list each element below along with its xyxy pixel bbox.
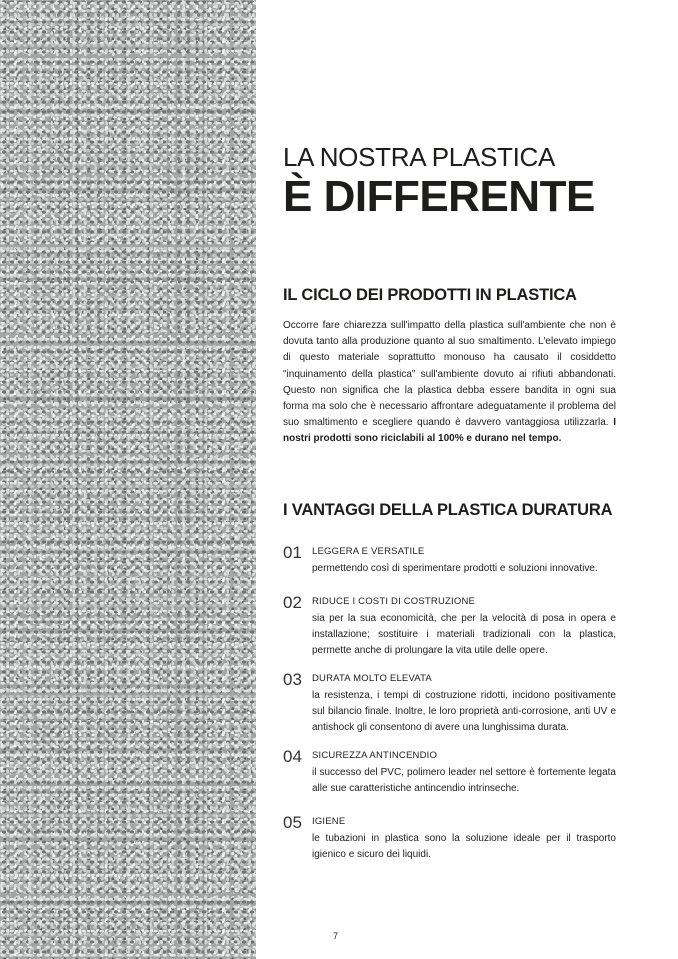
section-heading-cycle: IL CICLO DEI PRODOTTI IN PLASTICA [283,286,577,304]
advantage-number: 01 [283,543,302,562]
advantage-title: SICUREZZA ANTINCENDIO [312,750,438,761]
advantage-number: 03 [283,670,302,689]
page-title-line-2: È DIFFERENTE [283,172,595,221]
advantage-description: sia per la sua economicità, che per la velocità di posa in opera e installazione; sostituire i materiali tradizionali con la plastica, permette anche di prolungare la vita utile delle opere. [312,613,616,657]
advantage-title: RIDUCE I COSTI DI COSTRUZIONE [312,596,476,607]
advantage-title: IGIENE [312,816,346,827]
advantage-number: 04 [283,747,302,766]
advantage-description: le tubazioni in plastica sono la soluzione ideale per il trasporto igienico e sicuro dei liquidi. [312,833,616,861]
advantage-description: il successo del PVC, polimero leader nel settore è fortemente legata alle sue caratteristiche antincendio intrinseche. [312,767,616,795]
page-title-line-1: LA NOSTRA PLASTICA [283,142,556,172]
intro-bold-statement: I nostri prodotti sono riciclabili al 100% e durano nel tempo. [283,417,617,445]
intro-text: Occorre fare chiarezza sull'impatto della plastica sull'ambiente che non è dovuta tanto alla produzione quanto al suo smaltimento. L'elevato impiego di questo materiale soprattutto monouso ha causato il cosiddetto "inquinamento della plastica" sull'ambiente dovuto ai rifiuti abbandonati. Questo non significa che la plastica debba essere bandita in ogni sua forma ma solo che è necessario affrontare adeguatamente il problema del suo smaltimento e scegliere quando è davvero vantaggiosa utilizzarla. [283,320,616,429]
section-heading-advantages: I VANTAGGI DELLA PLASTICA DURATURA [283,501,613,519]
advantage-title: DURATA MOLTO ELEVATA [312,673,432,684]
advantage-number: 02 [283,593,302,612]
page-number: 7 [333,931,339,941]
advantage-description: la resistenza, i tempi di costruzione ridotti, incidono positivamente sul bilancio finale. Inoltre, le loro proprietà anti-corrosione, anti UV e antishock gli consentono di avere una lunghissima durata. [312,690,616,734]
advantage-number: 05 [283,813,302,832]
advantage-description: permettendo così di sperimentare prodotti e soluzioni innovative. [312,563,598,574]
advantage-title: LEGGERA E VERSATILE [312,546,425,557]
plastic-pellets-image [0,0,256,959]
intro-paragraph [283,318,616,448]
